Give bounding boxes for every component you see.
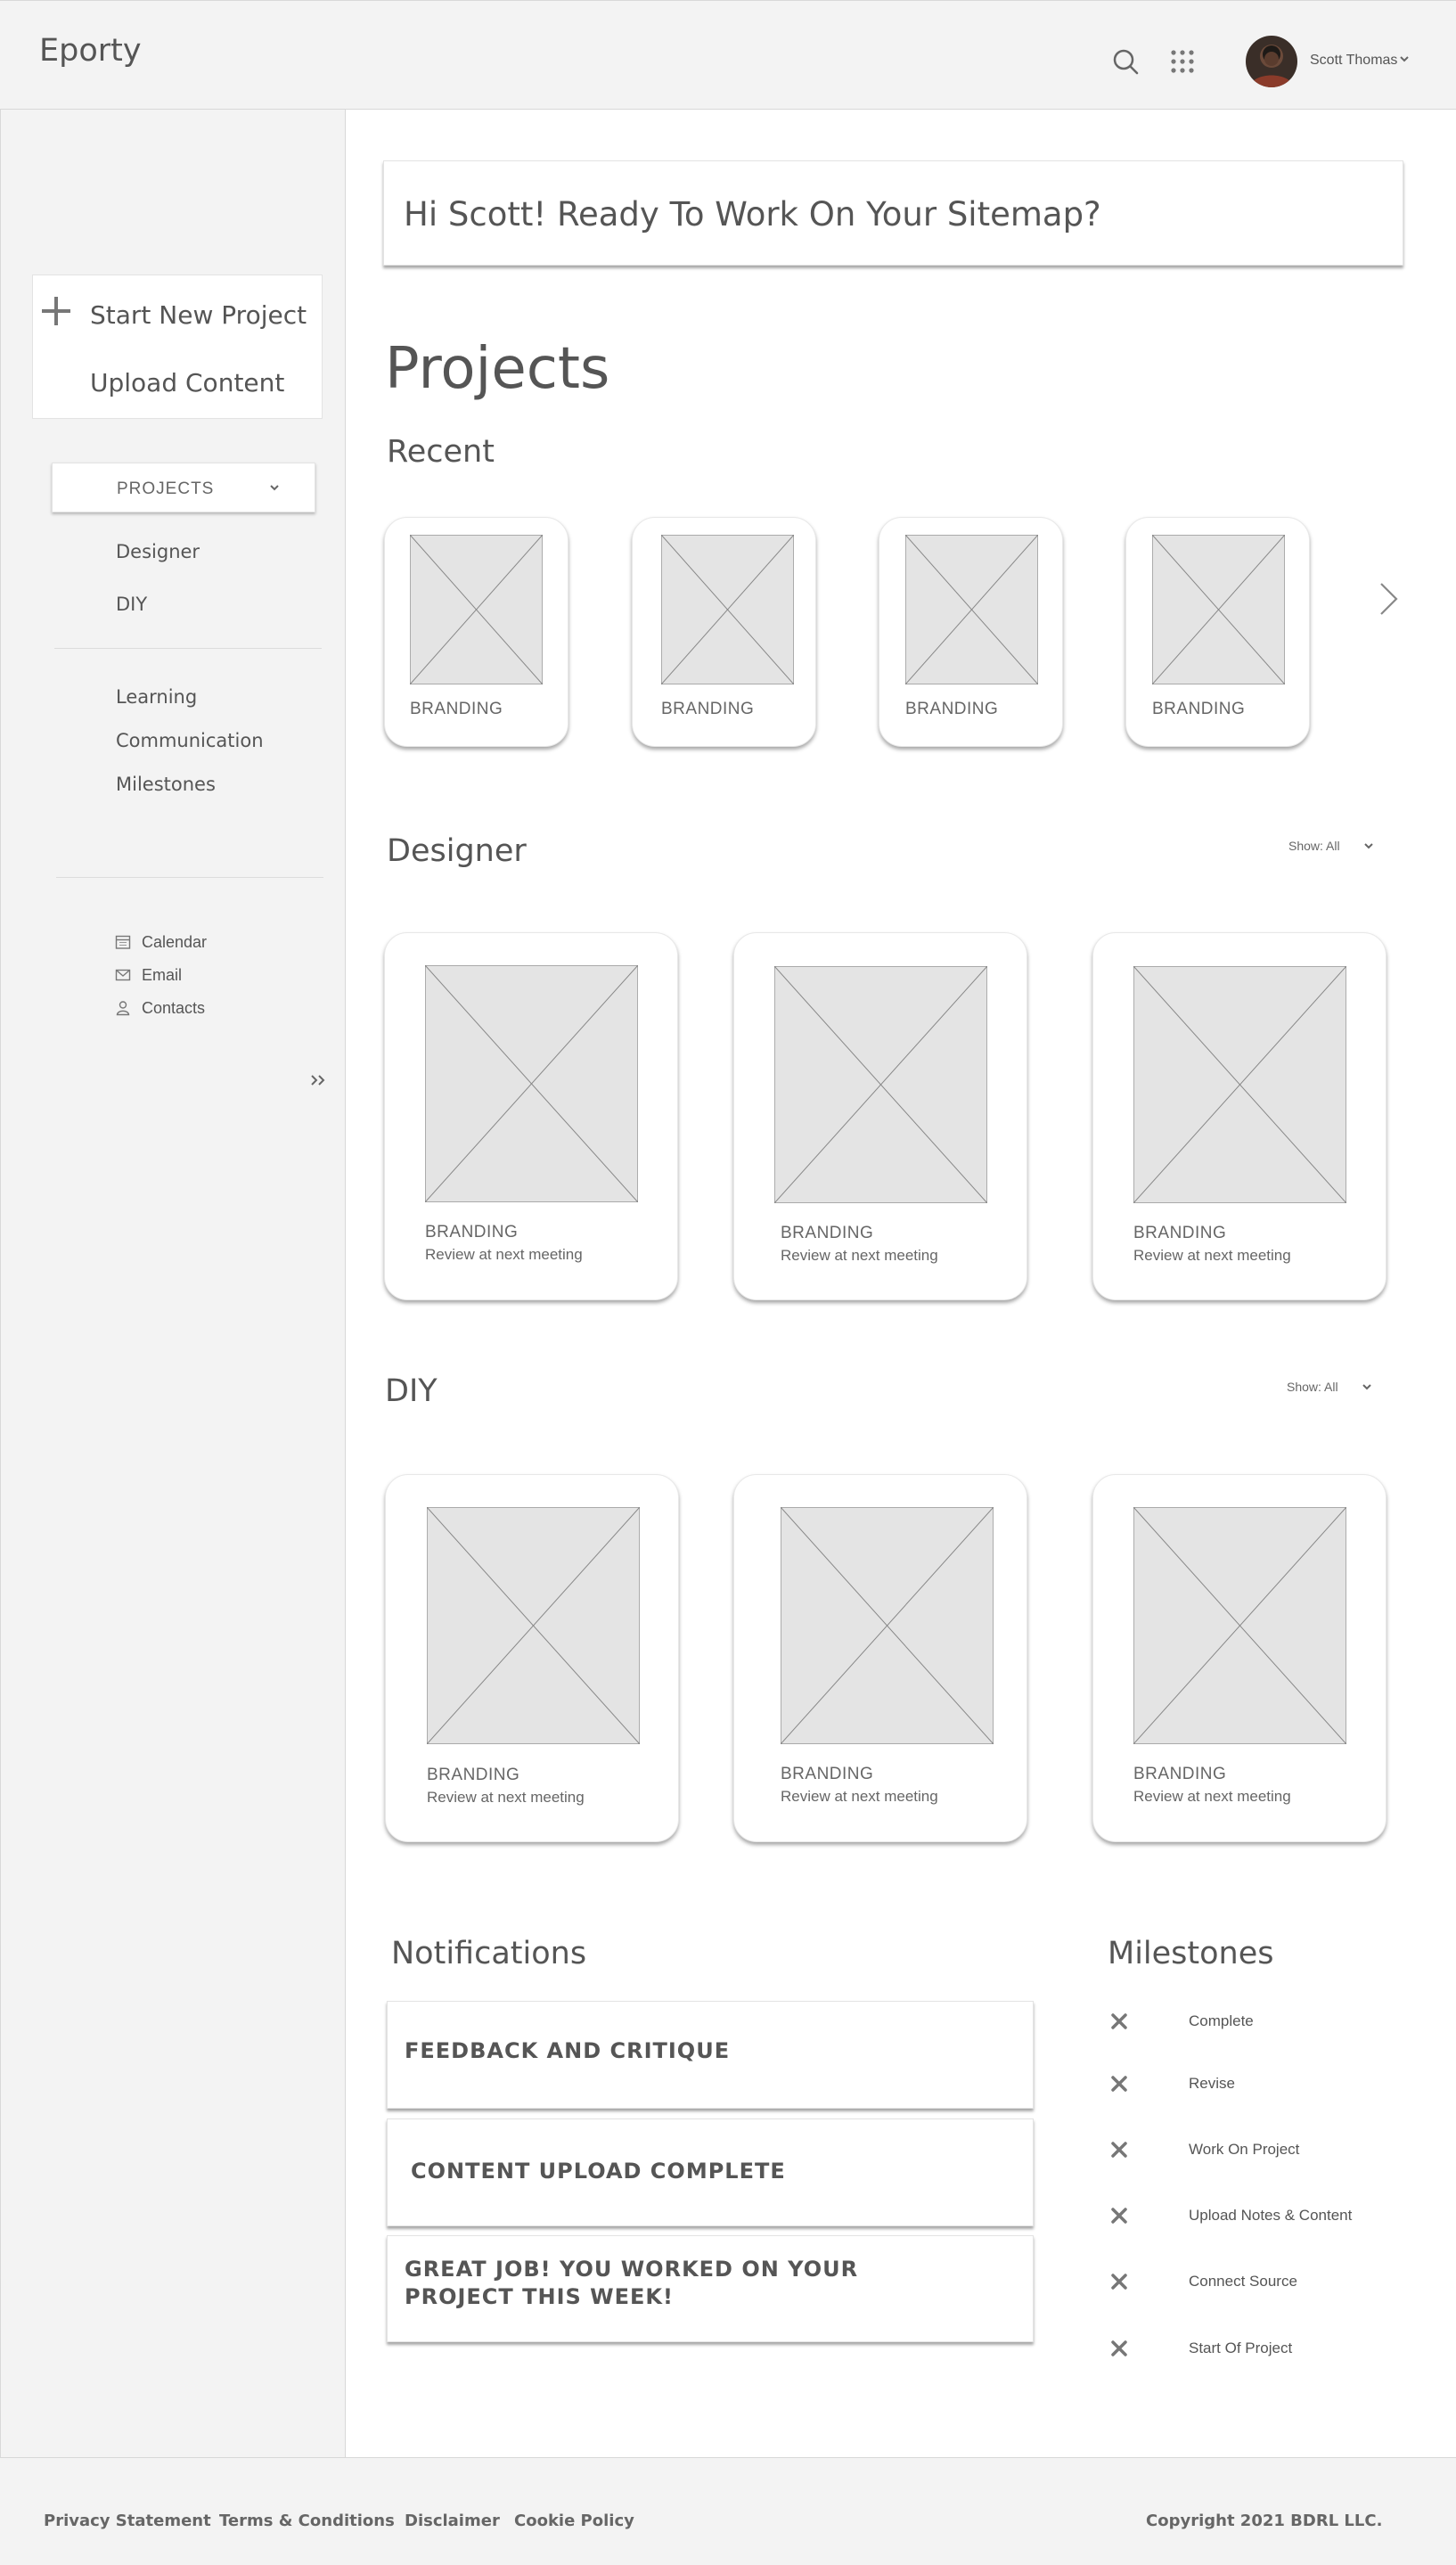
milestone-label: Complete [1189, 2012, 1254, 2029]
sidebar-item-label: Email [142, 965, 183, 984]
designer-show-filter[interactable] [1288, 839, 1374, 853]
sidebar-item-diy[interactable]: DIY [116, 594, 148, 615]
recent-heading: Recent [387, 434, 495, 470]
chevron-down-icon[interactable] [1398, 53, 1411, 65]
designer-heading: Designer [387, 833, 527, 869]
copyright-text: Copyright 2021 BDRL LLC. [1146, 2512, 1383, 2530]
sidebar-item-calendar[interactable] [115, 932, 207, 952]
user-avatar[interactable] [1246, 36, 1297, 87]
recent-project-card[interactable] [384, 517, 568, 747]
recent-project-card[interactable] [632, 517, 816, 747]
apps-grid-icon[interactable] [1170, 49, 1195, 74]
card-subtitle: Review at next meeting [427, 1789, 585, 1806]
milestone-item [1110, 2201, 1431, 2228]
sidebar-item-email[interactable] [115, 965, 182, 985]
top-header [0, 0, 1456, 110]
recent-project-card[interactable] [1125, 517, 1310, 747]
card-subtitle: Review at next meeting [1133, 1247, 1291, 1264]
calendar-icon [115, 934, 131, 950]
image-placeholder [425, 965, 638, 1202]
upload-content-button[interactable]: Upload Content [90, 368, 285, 397]
card-title: BRANDING [661, 700, 755, 718]
card-title: BRANDING [781, 1765, 874, 1783]
image-placeholder [774, 966, 987, 1203]
user-name[interactable]: Scott Thomas [1310, 53, 1398, 68]
card-subtitle: Review at next meeting [1133, 1788, 1291, 1805]
card-subtitle: Review at next meeting [781, 1247, 938, 1264]
sidebar-item-label: Calendar [142, 932, 208, 951]
image-placeholder [781, 1507, 994, 1744]
milestones-heading: Milestones [1108, 1936, 1274, 1971]
notification-item[interactable] [387, 2118, 1034, 2226]
chevron-down-icon [1362, 1381, 1372, 1392]
close-icon[interactable] [1110, 2340, 1128, 2357]
image-placeholder [1133, 1507, 1346, 1744]
quick-actions-panel [32, 275, 323, 419]
designer-project-card[interactable] [1092, 932, 1386, 1300]
filter-label: Show: All [1288, 839, 1340, 853]
page-title: Projects [385, 336, 610, 402]
card-title: BRANDING [905, 700, 999, 718]
close-icon[interactable] [1110, 2075, 1128, 2093]
notification-text: CONTENT UPLOAD COMPLETE [411, 2159, 786, 2184]
milestone-item [1110, 2069, 1431, 2096]
milestone-item [1110, 2135, 1431, 2162]
sidebar-item-label: Contacts [142, 998, 206, 1017]
diy-project-card[interactable] [385, 1474, 679, 1842]
diy-show-filter[interactable] [1287, 1380, 1372, 1394]
card-title: BRANDING [1152, 700, 1246, 718]
notification-item[interactable] [387, 2001, 1034, 2109]
app-logo[interactable]: Eporty [39, 33, 142, 69]
card-title: BRANDING [410, 700, 503, 718]
card-title: BRANDING [425, 1223, 519, 1242]
search-icon[interactable] [1111, 47, 1140, 76]
milestone-label: Work On Project [1189, 2141, 1300, 2158]
sidebar-item-contacts[interactable] [115, 998, 205, 1018]
sidebar-item-milestones[interactable]: Milestones [116, 774, 216, 795]
milestone-label: Start Of Project [1189, 2340, 1293, 2356]
footer-link-terms[interactable]: Terms & Conditions [219, 2512, 395, 2530]
plus-icon[interactable] [40, 295, 72, 327]
greeting-banner [383, 160, 1403, 266]
chevron-down-icon [1363, 840, 1374, 851]
image-placeholder [905, 535, 1038, 684]
image-placeholder [427, 1507, 640, 1744]
image-placeholder [1152, 535, 1285, 684]
milestone-item [1110, 2334, 1431, 2361]
divider [56, 877, 323, 878]
mail-icon [115, 967, 131, 983]
milestone-item [1110, 2007, 1431, 2034]
card-subtitle: Review at next meeting [781, 1788, 938, 1805]
card-title: BRANDING [427, 1766, 520, 1784]
user-icon [115, 1000, 131, 1016]
sidebar-item-communication[interactable]: Communication [116, 730, 264, 751]
chevron-right-icon[interactable] [1378, 581, 1399, 617]
milestone-item [1110, 2267, 1431, 2294]
close-icon[interactable] [1110, 2141, 1128, 2159]
close-icon[interactable] [1110, 2273, 1128, 2290]
projects-dropdown[interactable] [52, 463, 315, 512]
milestone-label: Upload Notes & Content [1189, 2207, 1353, 2224]
notifications-heading: Notifications [391, 1936, 587, 1971]
notification-text: FEEDBACK AND CRITIQUE [405, 2038, 731, 2063]
start-new-project-button[interactable]: Start New Project [90, 300, 307, 330]
milestone-label: Revise [1189, 2075, 1235, 2092]
projects-dropdown-label: PROJECTS [117, 479, 215, 498]
diy-project-card[interactable] [733, 1474, 1027, 1842]
notification-item[interactable] [387, 2235, 1034, 2342]
divider [54, 648, 322, 649]
sidebar [0, 110, 346, 2457]
card-title: BRANDING [781, 1224, 874, 1242]
close-icon[interactable] [1110, 2207, 1128, 2225]
milestone-label: Connect Source [1189, 2273, 1297, 2290]
close-icon[interactable] [1110, 2012, 1128, 2030]
designer-project-card[interactable] [384, 932, 678, 1300]
double-chevron-right-icon[interactable] [309, 1072, 329, 1088]
card-title: BRANDING [1133, 1224, 1227, 1242]
diy-heading: DIY [385, 1373, 438, 1409]
footer-link-cookie[interactable]: Cookie Policy [514, 2512, 634, 2530]
card-title: BRANDING [1133, 1765, 1227, 1783]
filter-label: Show: All [1287, 1380, 1338, 1394]
image-placeholder [1133, 966, 1346, 1203]
recent-project-card[interactable] [879, 517, 1063, 747]
image-placeholder [410, 535, 543, 684]
notification-text: GREAT JOB! YOU WORKED ON YOUR PROJECT THIS WEEK! [405, 2257, 859, 2309]
card-subtitle: Review at next meeting [425, 1246, 583, 1263]
diy-project-card[interactable] [1092, 1474, 1386, 1842]
chevron-down-icon [268, 481, 281, 494]
image-placeholder [661, 535, 794, 684]
footer-link-disclaimer[interactable]: Disclaimer [405, 2512, 500, 2530]
footer [0, 2457, 1456, 2565]
greeting-text: Hi Scott! Ready To Work On Your Sitemap? [404, 195, 1101, 234]
footer-link-privacy[interactable]: Privacy Statement [44, 2512, 211, 2530]
sidebar-item-learning[interactable]: Learning [116, 686, 198, 708]
sidebar-item-designer[interactable]: Designer [116, 541, 200, 562]
designer-project-card[interactable] [733, 932, 1027, 1300]
